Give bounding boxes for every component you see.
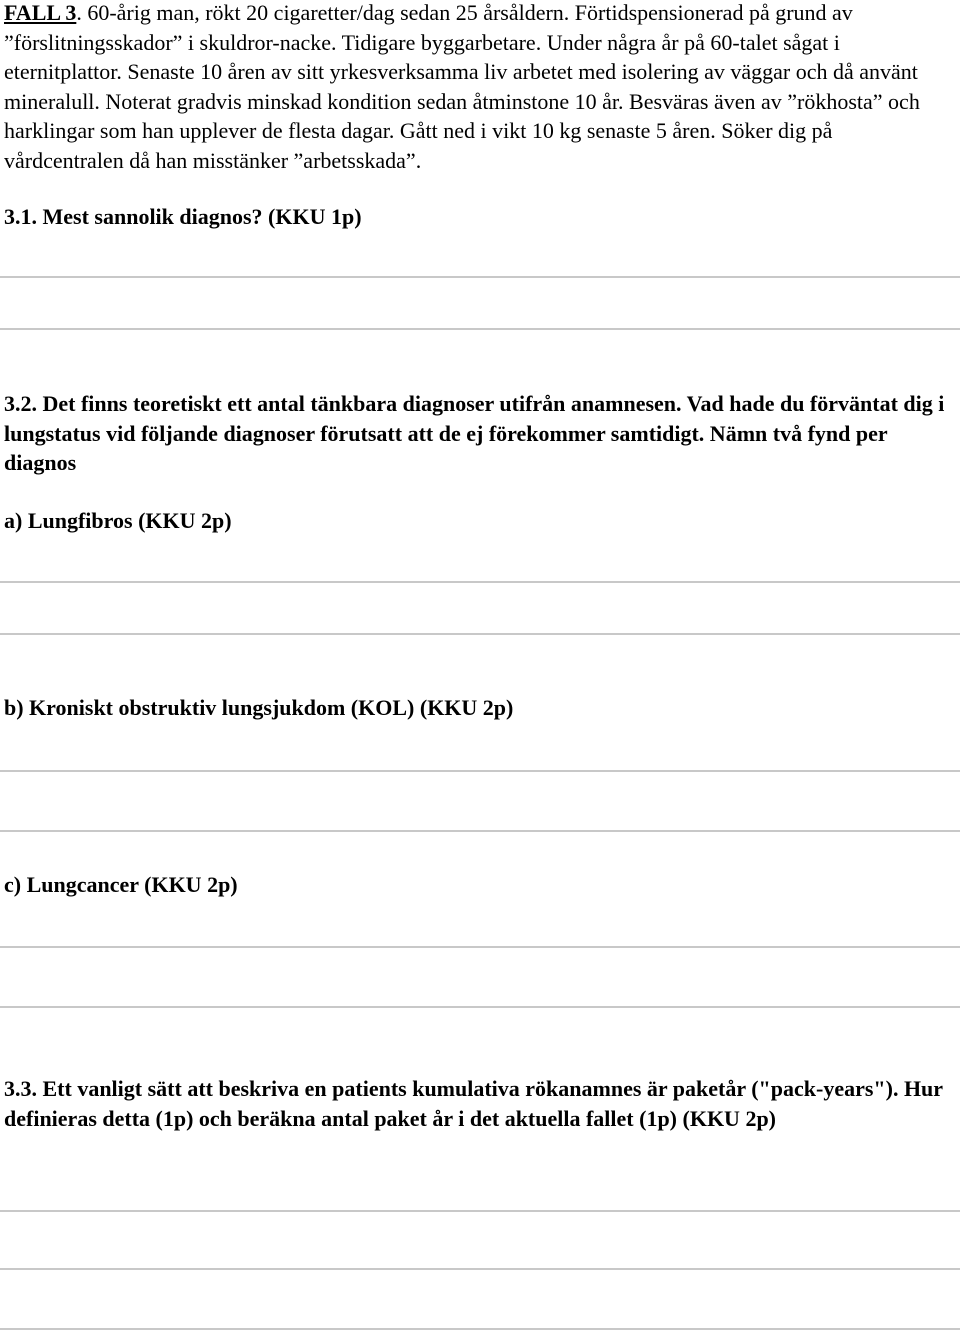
answer-line[interactable] [0, 276, 960, 278]
question-3-2-b: b) Kroniskt obstruktiv lungsjukdom (KOL) (KKU 2p) [4, 695, 514, 720]
answer-line[interactable] [0, 328, 960, 330]
answer-line[interactable] [0, 1006, 960, 1008]
question-3-2: 3.2. Det finns teoretiskt ett antal tänkbara diagnoser utifrån anamnesen. Vad hade du förväntat dig i lungstatus vid följande diagnoser förutsatt att de ej förekommer samtidigt. Nämn två fynd per diagnos [4, 391, 945, 475]
answer-line[interactable] [0, 581, 960, 583]
answer-line[interactable] [0, 770, 960, 772]
answer-line[interactable] [0, 633, 960, 635]
question-3-2-c: c) Lungcancer (KKU 2p) [4, 872, 238, 897]
question-3-2-a: a) Lungfibros (KKU 2p) [4, 508, 232, 533]
case-text: . 60-årig man, rökt 20 cigaretter/dag sedan 25 årsåldern. Förtidspensionerad på grund av ”förslitningsskador” i skuldror-nacke. Tidigare byggarbetare. Under några år på 60-talet sågat i eternitplattor. Senaste 10 åren av sitt yrkesverksamma liv arbetet med isolering av väggar och då använt mineralull. Noterat gradvis minskad kondition sedan åtminstone 10 år. Besväras även av ”rökhosta” och harklingar som han upplever de flesta dagar. Gått ned i vikt 10 kg senaste 5 åren. Söker dig på vårdcentralen då han misstänker ”arbetsskada”. [4, 0, 920, 173]
question-3-3: 3.3. Ett vanligt sätt att beskriva en patients kumulativa rökanamnes är paketår ("pack-years"). Hur definieras detta (1p) och beräkna antal paket år i det aktuella fallet (1p) (KKU 2p) [4, 1076, 943, 1131]
answer-line[interactable] [0, 1210, 960, 1212]
case-label: FALL 3 [4, 0, 77, 25]
answer-line[interactable] [0, 946, 960, 948]
answer-line[interactable] [0, 1268, 960, 1270]
answer-line[interactable] [0, 1328, 960, 1330]
question-3-1: 3.1. Mest sannolik diagnos? (KKU 1p) [4, 204, 362, 229]
case-description [4, 0, 956, 175]
answer-line[interactable] [0, 830, 960, 832]
